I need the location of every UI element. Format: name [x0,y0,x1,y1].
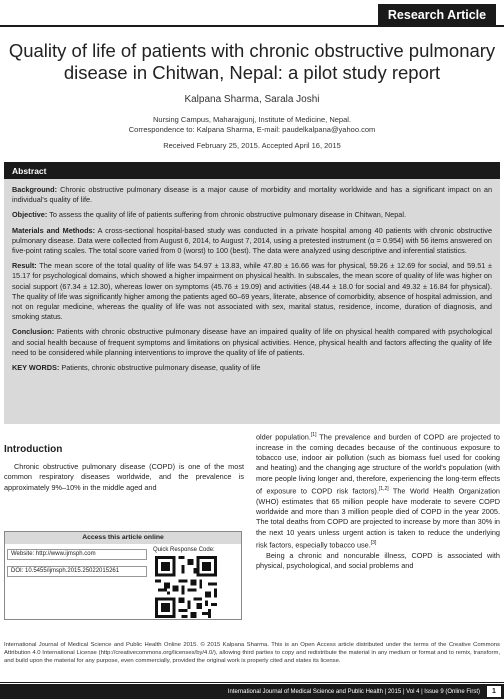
left-column [4,434,244,493]
qr-code-icon[interactable] [155,556,217,618]
introduction-continued-paragraph: older population.[1] The prevalence and burden of COPD are projected to increase in the coming decades because of the continuous exposure to tobacco use, indoor air pollution (such as biomass fuel used for cooking and heating) and the changing age structure of the world's population (with more people living longer and, therefore, experiencing the long-term effects of exposure to COPD risk factors).[1,2] The World Health Organization (WHO) estimates that 65 million people have moderate to severe COPD worldwide and more than 3 million people died of COPD in the year 2005. The total deaths from COPD are projected to increase by more than 30% in the next 10 years unless urgent action is taken to reduce the underlying risk factors, especially tobacco use.[3] [256,432,500,550]
license-statement: International Journal of Medical Science and Public Health Online 2015. © 2015 Kalpana Sharma. This is an Open Access article distributed under the terms of the Creative Commons Attribution 4.0 International License (http://creativecommons.org/licenses/by/4.0/), allowing third parties to copy and redistribute the material in any medium or format and to remix, transform, and build upon the material for any purpose, even commercially, provided the original work is properly cited and states its license. [4,642,500,664]
introduction-second-paragraph: Being a chronic and noncurable illness, COPD is associated with physical, psychological, and social problems and [256,550,500,570]
abstract-keywords: KEY WORDS: Patients, chronic obstructive pulmonary disease, quality of life [12,363,261,373]
citation-ref[interactable]: [1,2] [378,485,389,492]
author-affiliation [0,115,504,135]
article-title: Quality of life of patients with chronic obstructive pulmonary disease in Chitwan, Nepal: a pilot study report [8,40,496,83]
received-accepted-dates: Received February 25, 2015. Accepted April 16, 2015 [163,141,341,150]
header-rule [0,25,504,27]
footer-rule [0,682,504,683]
affiliation-line: Nursing Campus, Maharajgunj, Institute of Medicine, Nepal. [152,115,351,124]
doi-link[interactable]: DOI: 10.5455/ijmsph.2015.25022015261 [7,566,147,577]
access-article-box [4,531,242,620]
page-number: 1 [487,686,501,697]
abstract-box [4,162,500,424]
qr-code-label: Quick Response Code: [153,547,215,553]
right-column [256,430,500,571]
journal-footer: International Journal of Medical Science and Public Health | 2015 | Vol 4 | Issue 9 (Online First) [0,684,504,699]
article-type-badge: Research Article [378,4,496,26]
correspondence-line: Correspondence to: Kalpana Sharma, E-mail: paudelkalpana@yahoo.com [128,125,376,134]
abstract-methods: Materials and Methods: A cross-sectional hospital-based study was conducted in a private hospital among 40 patients with chronic obstructive pulmonary disease. Data were collected from August 6, 2014, to August 7, 2014, using a pretested instrument (α = 0.954) with 56 items answered on five-point rating scales. The total score varied from 0 (worst) to 100 (best). The data were analyzed using descriptive and inferential statistics. [12,225,493,256]
abstract-result: Result: The mean score of the total quality of life was 54.97 ± 13.83, while 47.80 ± 16.66 was for physical, 59.26 ± 12.69 for social, and 59.51 ± 15.17 for psychological domains, which showed a higher impairment on physical health. In subscales, the mean score of quality of life was higher on social support (67.34 ± 12.30), whereas lower on symptoms (45.76 ± 19.09) and activities (48.44 ± 18.0 for social and 49.32 ± 16.84 for physical). The quality of life was significantly higher among the patients aged 60–69 years, literate, absence of comorbidity, absence of hospital admission, and not on regular medicine, whereas the quality of life was not associated with sex, marital status, residence, income, duration of diagnosis, and smoking status. [12,261,492,322]
access-heading: Access this article online [5,532,241,544]
website-link[interactable]: Website: http://www.ijmsph.com [7,549,147,560]
citation-ref[interactable]: [3] [370,539,377,546]
article-authors: Kalpana Sharma, Sarala Joshi [184,94,320,105]
abstract-body [4,179,500,373]
abstract-conclusion: Conclusion: Patients with chronic obstructive pulmonary disease have an impaired quality of life on physical health compared with psychological and social health because of frequent symptoms and limitations on physical activities. Hence, physical health and factors affecting the quality of life need to be considered while planning interventions to improve the quality of life of patients. [12,327,492,357]
citation-ref[interactable]: [1] [310,432,317,438]
abstract-heading: Abstract [4,162,500,179]
abstract-objective: Objective: To assess the quality of life of patients suffering from chronic obstructive pulmonary disease in Chitwan, Nepal. [12,210,406,220]
introduction-heading: Introduction [4,444,63,455]
abstract-background: Background: Chronic obstructive pulmonary disease is a major cause of morbidity and mortality worldwide and has a significant impact on an individual's quality of life. [12,185,492,205]
introduction-paragraph: Chronic obstructive pulmonary disease (COPD) is one of the most common respiratory diseases worldwide, and the prevalence is approximately 9%–10% in the middle aged and [4,462,244,492]
